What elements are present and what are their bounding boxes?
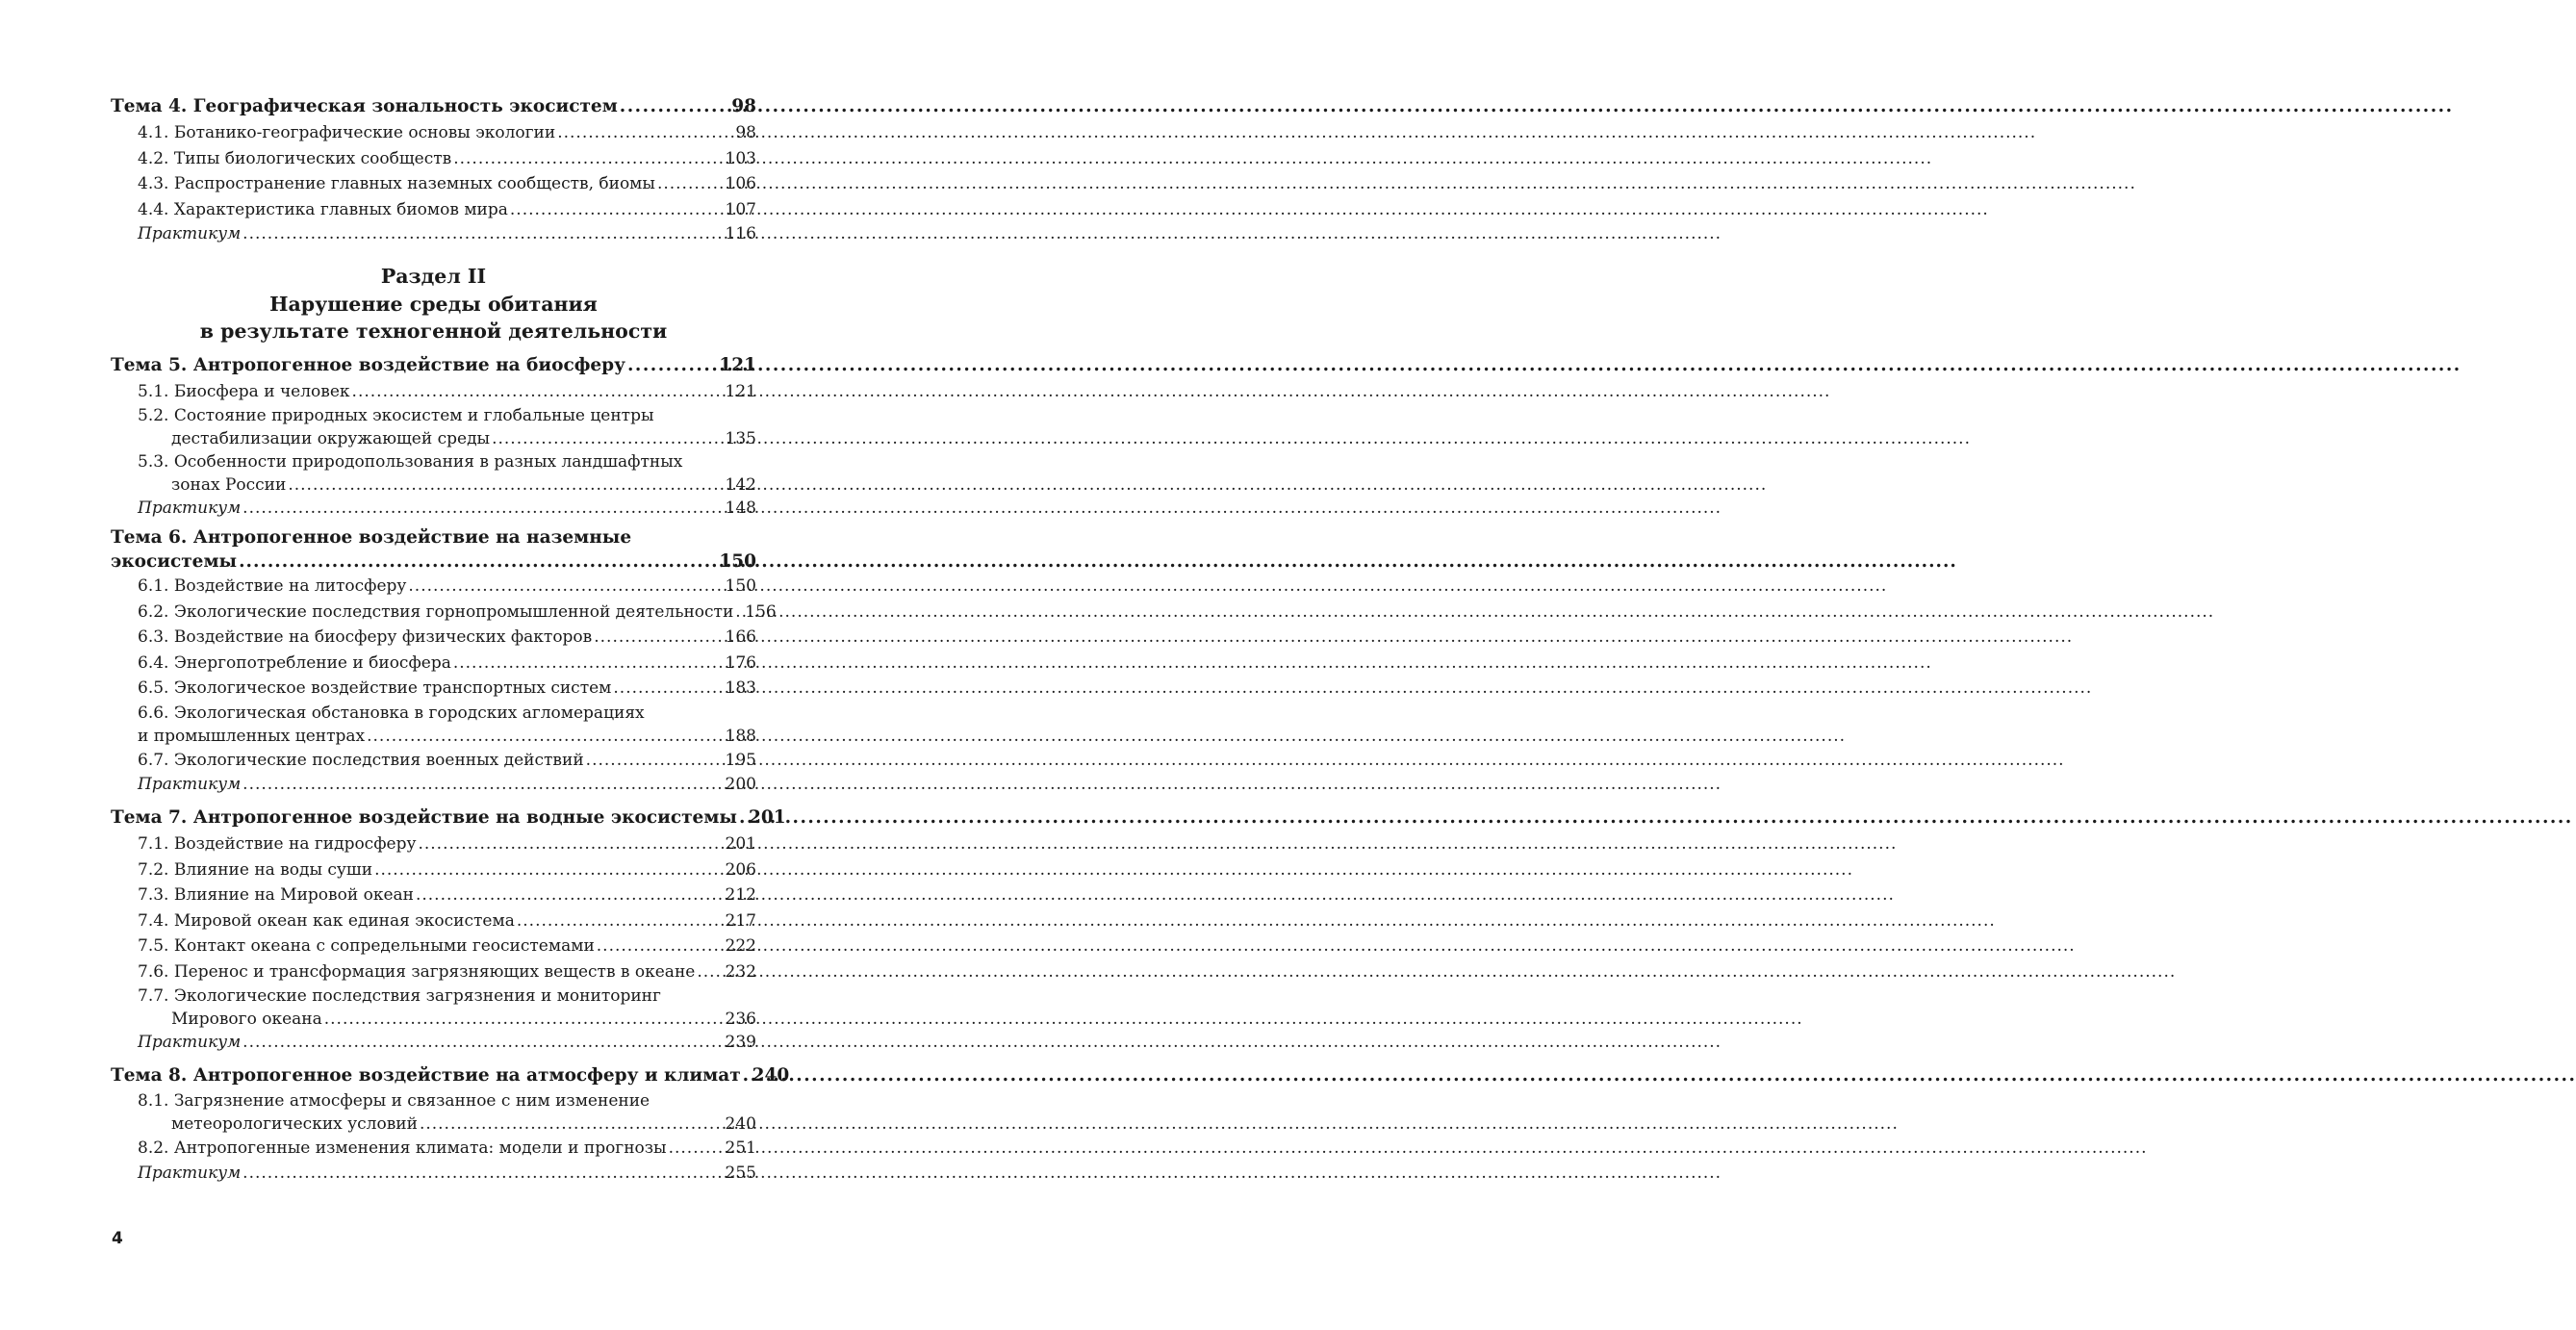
toc-item[interactable] <box>111 574 756 600</box>
topic-continuation <box>111 550 756 574</box>
item-continuation <box>138 473 756 497</box>
page-ref: 176 <box>725 652 756 673</box>
item-title: 7.2. Влияние на воды суши <box>138 859 373 880</box>
topic-title: Тема 8. Антропогенное воздействие на атмосферу и климат <box>111 1065 741 1086</box>
item-title-line-1: 8.1. Загрязнение атмосферы и связанное с ним изменение <box>138 1091 650 1111</box>
toc-topic-4[interactable] <box>111 92 756 120</box>
toc-item[interactable] <box>111 146 756 172</box>
item-title-line-1: 7.7. Экологические последствия загрязнения и мониторинг <box>138 986 661 1006</box>
page-ref: 240 <box>725 1114 756 1134</box>
item-continuation <box>138 1008 756 1031</box>
page-ref: 106 <box>725 174 756 193</box>
page-ref: 156 <box>745 601 777 622</box>
page-ref: 142 <box>725 475 756 495</box>
toc-practicum[interactable] <box>111 1031 756 1054</box>
dot-leader <box>242 1162 723 1185</box>
dot-leader <box>743 1061 751 1089</box>
dot-leader <box>669 1136 724 1162</box>
toc-practicum[interactable] <box>111 773 756 796</box>
dot-leader <box>352 379 724 405</box>
page-ref: 166 <box>725 627 756 647</box>
page-ref: 121 <box>719 354 756 375</box>
page-ref: 212 <box>725 885 756 905</box>
dot-leader <box>657 171 724 197</box>
dot-leader <box>492 427 723 450</box>
dot-leader <box>367 725 723 748</box>
page-ref: 150 <box>719 551 756 572</box>
toc-practicum[interactable] <box>111 1162 756 1185</box>
toc-item[interactable] <box>111 882 756 908</box>
item-continuation <box>138 1113 756 1136</box>
toc-item[interactable] <box>111 600 777 626</box>
page-ref: 201 <box>748 807 786 828</box>
dot-leader <box>453 651 724 677</box>
topic-title: Тема 7. Антропогенное воздействие на водные экосистемы <box>111 807 737 828</box>
toc-item-multiline[interactable] <box>111 404 756 450</box>
item-title: 6.7. Экологические последствия военных действий <box>138 750 584 770</box>
dot-leader <box>239 550 717 574</box>
item-title: 7.5. Контакт океана с сопредельными геосистемами <box>138 936 595 956</box>
item-title: 6.2. Экологические последствия горнопромышленной деятельности <box>138 601 734 622</box>
page-ref: 103 <box>725 148 756 168</box>
dot-leader <box>288 473 723 497</box>
toc-item[interactable] <box>111 171 756 197</box>
dot-leader <box>739 804 747 831</box>
item-title: 4.3. Распространение главных наземных сообществ, биомы <box>138 174 655 193</box>
page-ref: 251 <box>725 1138 756 1158</box>
toc-item[interactable] <box>111 379 756 405</box>
dot-leader <box>420 1113 724 1136</box>
dot-leader <box>324 1008 724 1031</box>
toc-item-multiline[interactable] <box>111 1089 756 1136</box>
page-ref: 217 <box>725 910 756 931</box>
toc-practicum[interactable] <box>111 497 756 520</box>
dot-leader <box>517 908 724 934</box>
dot-leader <box>597 934 724 959</box>
topic-title: Тема 5. Антропогенное воздействие на биосферу <box>111 354 625 375</box>
toc-item[interactable] <box>111 197 756 223</box>
item-title: 7.3. Влияние на Мировой океан <box>138 885 414 905</box>
toc-item[interactable] <box>111 934 756 959</box>
page-ref: 239 <box>725 1033 756 1052</box>
page-ref: 236 <box>725 1010 756 1029</box>
dot-leader <box>242 773 723 796</box>
dot-leader <box>374 857 723 883</box>
toc-item-multiline[interactable] <box>111 450 756 497</box>
dot-leader <box>418 831 723 857</box>
toc-topic-8[interactable] <box>111 1061 790 1089</box>
toc-item[interactable] <box>111 651 756 677</box>
item-title-line-2: и промышленных центрах <box>138 726 366 746</box>
dot-leader <box>613 676 723 702</box>
dot-leader <box>594 625 723 651</box>
page-ref: 148 <box>725 499 756 518</box>
practicum-title: Практикум <box>138 499 242 518</box>
item-title-line-2: дестабилизации окружающей среды <box>171 429 491 448</box>
dot-leader <box>453 146 723 172</box>
toc-item[interactable] <box>111 959 756 985</box>
page-ref: 195 <box>725 750 756 770</box>
item-title: 8.2. Антропогенные изменения климата: модели и прогнозы <box>138 1138 667 1158</box>
item-title-line-2: зонах России <box>171 475 287 495</box>
page-ref: 255 <box>725 1163 756 1183</box>
toc-item-multiline[interactable] <box>111 985 756 1031</box>
practicum-title: Практикум <box>138 1033 242 1052</box>
toc-item[interactable] <box>111 857 756 883</box>
dot-leader <box>242 497 723 520</box>
item-title: 7.6. Перенос и трансформация загрязняющих веществ в океане <box>138 961 696 982</box>
toc-topic-6[interactable] <box>111 525 756 574</box>
practicum-title: Практикум <box>138 1163 242 1183</box>
dot-leader <box>557 120 733 146</box>
item-title: 5.1. Биосфера и человек <box>138 381 350 401</box>
page-ref: 200 <box>725 775 756 794</box>
section-heading <box>111 263 756 345</box>
section-number: Раздел II <box>380 265 487 288</box>
page-ref: 188 <box>725 726 756 746</box>
item-title-line-2: Мирового океана <box>171 1010 322 1029</box>
toc-item-multiline[interactable] <box>111 702 756 748</box>
dot-leader <box>510 197 724 223</box>
dot-leader <box>620 92 729 120</box>
topic-title-line-2: экосистемы <box>111 551 238 572</box>
page-ref: 240 <box>752 1065 790 1086</box>
page-ref: 135 <box>725 429 756 448</box>
page-ref: 150 <box>725 576 756 596</box>
page-ref: 98 <box>731 96 756 116</box>
page-ref: 98 <box>735 123 756 142</box>
dot-leader <box>627 351 717 379</box>
toc-item[interactable] <box>111 676 756 702</box>
topic-title-line-1: Тема 6. Антропогенное воздействие на наземные <box>111 527 632 548</box>
item-title: 7.1. Воздействие на гидросферу <box>138 834 417 854</box>
toc-item[interactable] <box>111 625 756 651</box>
topic-title: Тема 4. Географическая зональность экосистем <box>111 96 618 116</box>
dot-leader <box>697 959 723 985</box>
item-title: 4.1. Ботанико-географические основы экологии <box>138 123 556 142</box>
item-title: 6.5. Экологическое воздействие транспортных систем <box>138 678 612 698</box>
section-title-line-1: Нарушение среды обитания <box>269 292 598 316</box>
page-number: 4 <box>112 1229 123 1248</box>
dot-leader <box>408 574 723 600</box>
toc-item[interactable] <box>111 120 756 146</box>
item-continuation <box>138 725 756 748</box>
toc-topic-7[interactable] <box>111 804 786 831</box>
dot-leader <box>242 222 723 245</box>
dot-leader <box>242 1031 723 1054</box>
practicum-title: Практикум <box>138 224 242 243</box>
item-title-line-1: 5.3. Особенности природопользования в разных ландшафтных <box>138 452 683 472</box>
page-ref: 222 <box>725 936 756 956</box>
toc-item[interactable] <box>111 748 756 774</box>
dot-leader <box>586 748 724 774</box>
table-of-contents <box>111 92 790 1185</box>
item-title-line-2: метеорологических условий <box>171 1114 418 1134</box>
page-ref: 116 <box>725 224 756 243</box>
toc-item[interactable] <box>111 831 756 857</box>
toc-practicum[interactable] <box>111 222 756 245</box>
item-title-line-1: 5.2. Состояние природных экосистем и глобальные центры <box>138 406 654 425</box>
page-ref: 201 <box>725 834 756 854</box>
item-title: 4.4. Характеристика главных биомов мира <box>138 199 508 219</box>
page-ref: 107 <box>725 199 756 219</box>
page-ref: 183 <box>725 678 756 698</box>
page-ref: 232 <box>725 961 756 982</box>
dot-leader <box>735 600 743 626</box>
toc-item[interactable] <box>111 908 756 934</box>
page-ref: 206 <box>725 859 756 880</box>
item-title: 7.4. Мировой океан как единая экосистема <box>138 910 515 931</box>
page-ref: 121 <box>725 381 756 401</box>
section-title-line-2: в результате техногенной деятельности <box>199 320 668 343</box>
toc-item[interactable] <box>111 1136 756 1162</box>
item-continuation <box>138 427 756 450</box>
item-title: 6.4. Энергопотребление и биосфера <box>138 652 451 673</box>
toc-topic-5[interactable] <box>111 351 756 379</box>
item-title-line-1: 6.6. Экологическая обстановка в городских агломерациях <box>138 703 645 723</box>
practicum-title: Практикум <box>138 775 242 794</box>
item-title: 6.1. Воздействие на литосферу <box>138 576 407 596</box>
item-title: 4.2. Типы биологических сообществ <box>138 148 452 168</box>
item-title: 6.3. Воздействие на биосферу физических факторов <box>138 627 593 647</box>
dot-leader <box>416 882 724 908</box>
